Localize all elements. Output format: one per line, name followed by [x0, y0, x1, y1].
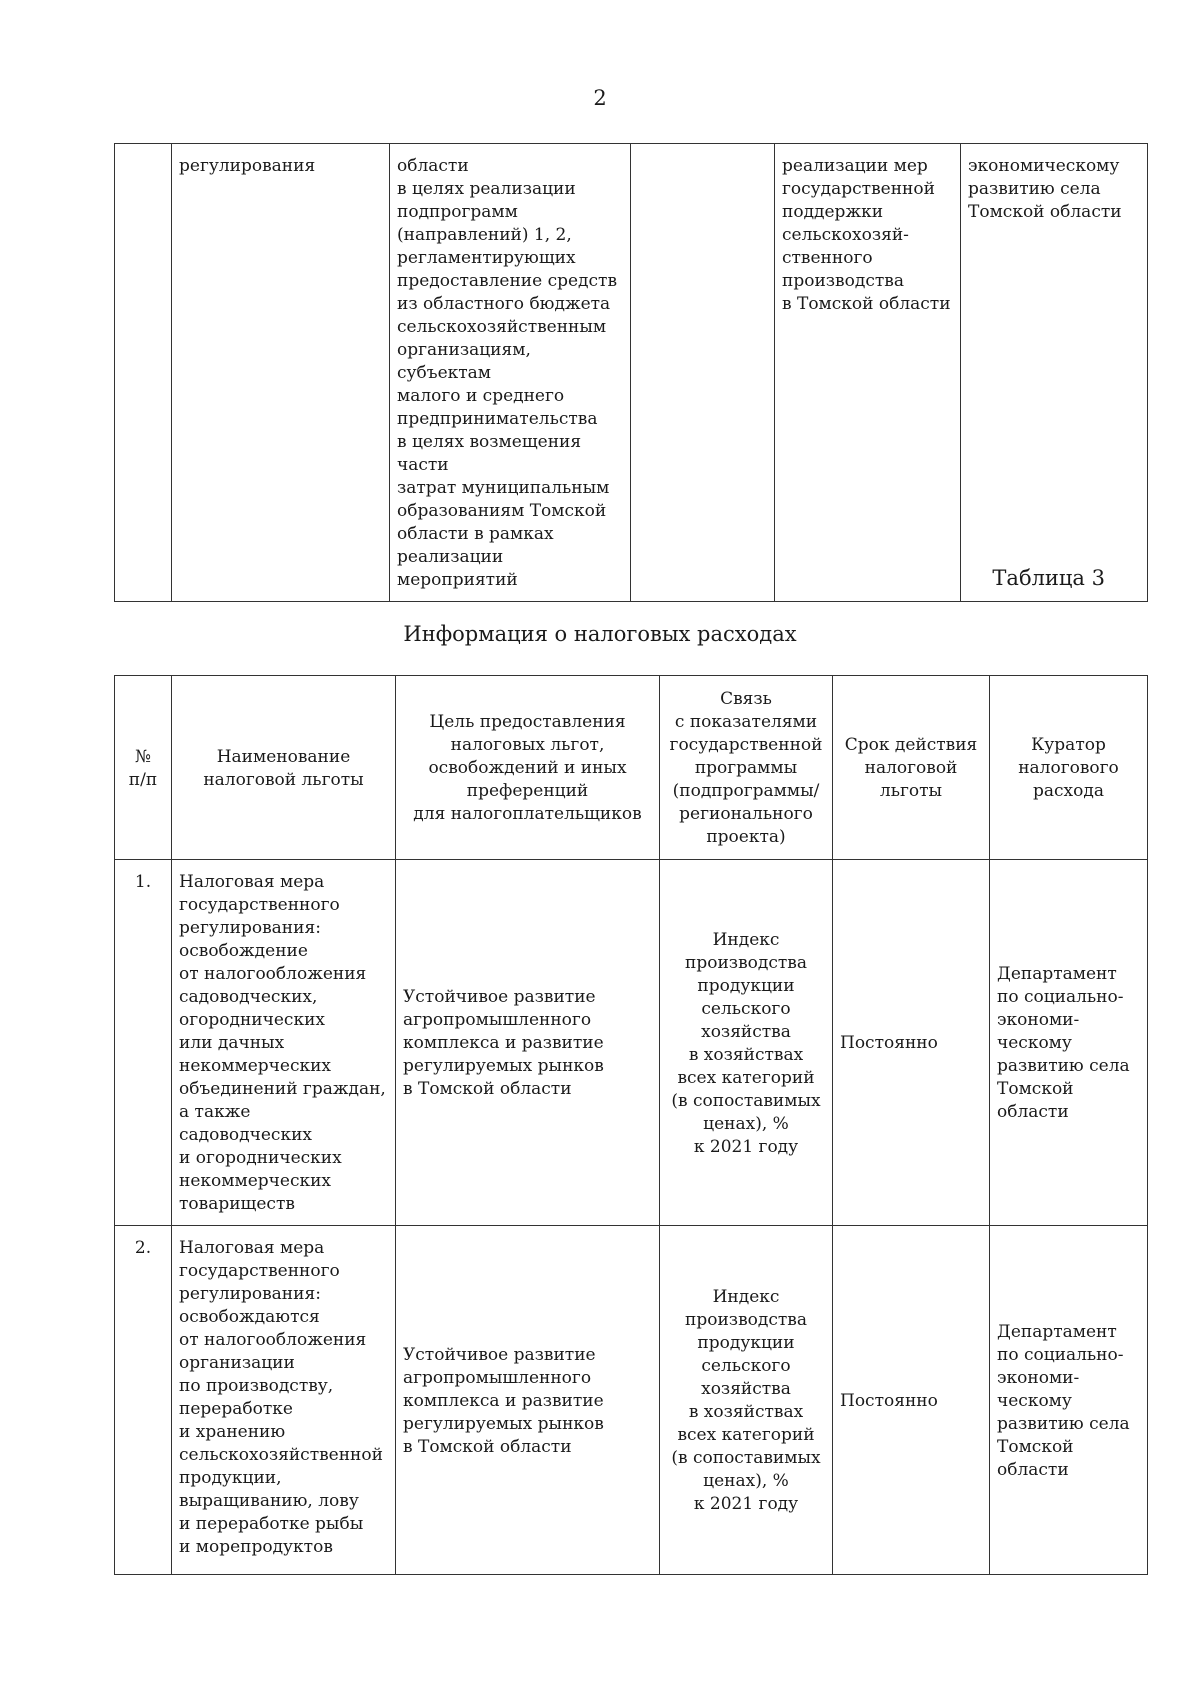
table-cell: регулирования [172, 144, 390, 602]
benefit-name: Налоговая мера государственного регулирования: освобождение от налогообложения садоводческих, огороднических или дачных некоммерческих объединений граждан, а также садоводческих и огороднических некоммерческих товариществ [172, 860, 396, 1226]
table-row [115, 144, 1148, 602]
benefit-name: Налоговая мера государственного регулирования: освобождаются от налогообложения организации по производству, переработке и хранению сельскохозяйственной продукции, выращиванию, лову и переработке рыбы и морепродуктов [172, 1226, 396, 1575]
expenditure-curator: Департамент по социально- экономи- ческому развитию села Томской области [990, 860, 1148, 1226]
table-row [115, 860, 1148, 1226]
benefit-goal: Устойчивое развитие агропромышленного комплекса и развитие регулируемых рынков в Томской области [396, 860, 660, 1226]
continuation-table [114, 143, 1148, 602]
column-header-curator: Куратор налогового расхода [990, 676, 1148, 860]
table-cell [115, 144, 172, 602]
indicator-link: Индекс производства продукции сельского хозяйства в хозяйствах всех категорий (в сопоставимых ценах), % к 2021 году [660, 860, 833, 1226]
column-header-goal: Цель предоставления налоговых льгот, освобождений и иных преференций для налогоплательщиков [396, 676, 660, 860]
column-header-term: Срок действия налоговой льготы [833, 676, 990, 860]
column-header-number: № п/п [115, 676, 172, 860]
row-number: 1. [115, 860, 172, 1226]
benefit-goal: Устойчивое развитие агропромышленного комплекса и развитие регулируемых рынков в Томской области [396, 1226, 660, 1575]
row-number: 2. [115, 1226, 172, 1575]
table-row [115, 1226, 1148, 1575]
indicator-link: Индекс производства продукции сельского хозяйства в хозяйствах всех категорий (в сопоставимых ценах), % к 2021 году [660, 1226, 833, 1575]
benefit-term: Постоянно [833, 860, 990, 1226]
table-label: Таблица 3 [992, 566, 1105, 590]
table-cell: реализации мер государственной поддержки сельскохозяй- ственного производства в Томской области [775, 144, 961, 602]
table-title: Информация о налоговых расходах [403, 622, 797, 646]
table-cell [631, 144, 775, 602]
tax-expenditures-table [114, 675, 1148, 1575]
expenditure-curator: Департамент по социально- экономи- ческому развитию села Томской области [990, 1226, 1148, 1575]
benefit-term: Постоянно [833, 1226, 990, 1575]
table-header-row [115, 676, 1148, 860]
page-number: 2 [593, 86, 607, 110]
table-cell: экономическому развитию села Томской области [961, 144, 1148, 602]
column-header-indicator-link: Связь с показателями государственной программы (подпрограммы/ регионального проекта) [660, 676, 833, 860]
table-cell: области в целях реализации подпрограмм (направлений) 1, 2, регламентирующих предоставление средств из областного бюджета сельскохозяйственным организациям, субъектам малого и среднего предпринимательства в целях возмещения части затрат муниципальным образованиям Томской области в рамках реализации мероприятий [390, 144, 631, 602]
column-header-name: Наименование налоговой льготы [172, 676, 396, 860]
